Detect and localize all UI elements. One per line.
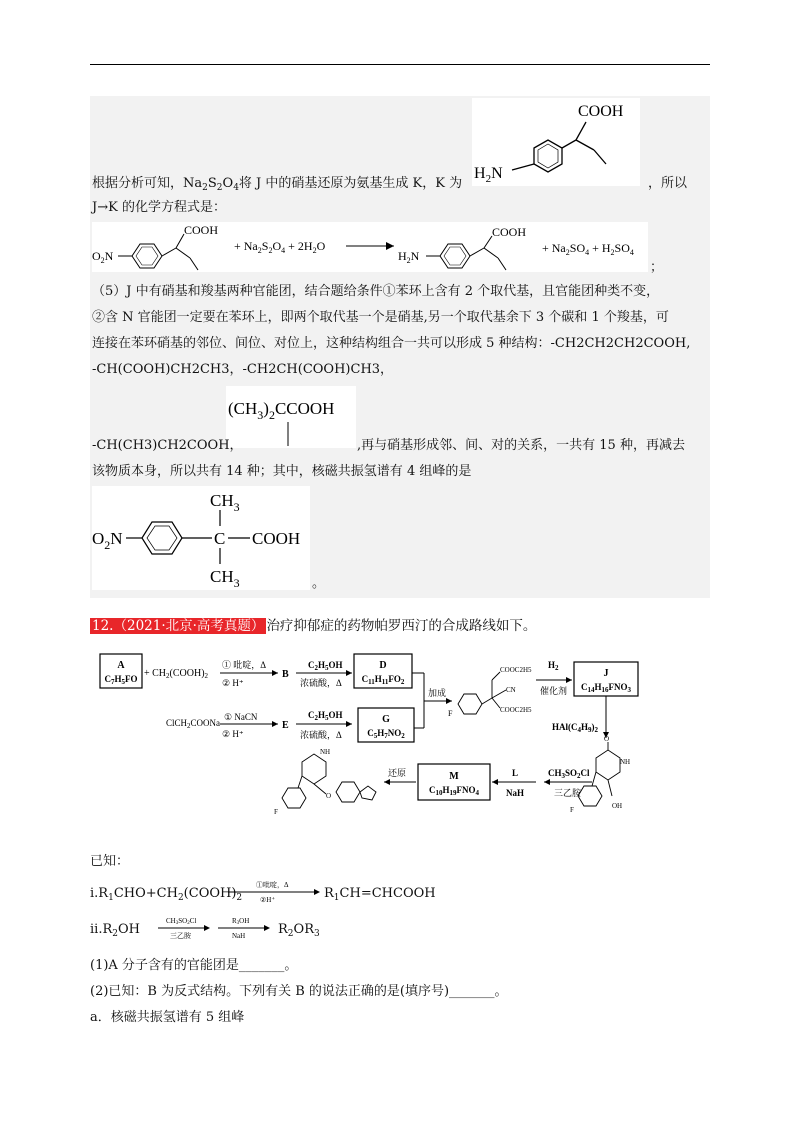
eq-o2n-label: $O_2N$ — [92, 249, 114, 265]
final-o2n-label: $O_2N$ — [92, 529, 123, 552]
mol-parox-o: O — [326, 792, 332, 800]
label-e: E — [282, 720, 289, 731]
eq-products: + $Na_2SO_4 + H_2SO_4$ — [542, 241, 634, 257]
answer-part5-line-6: 该物质本身，所以共有 14 种；其中，核磁共振氢谱有 4 组峰的是 — [92, 464, 472, 479]
header-rule — [90, 64, 710, 65]
cond-catalyst: 催化剂 — [540, 686, 568, 696]
box-m-formula: $C_{10}H_{19}FNO_4$ — [428, 785, 480, 797]
reagent-malonic: + $CH_2(COOH)_2$ — [144, 668, 209, 680]
answer-part5-line-3: 连接在苯环硝基的邻位、间位、对位上，这种结构组合一共可以形成 5 种结构：-CH2CH2CH2COOH, — [92, 336, 691, 351]
cond-reduce: 还原 — [388, 768, 407, 778]
known-ii-cond2-top: R3OH — [232, 917, 250, 926]
answer-part5-line-4: -CH(COOH)CH2CH3，-CH2CH(COOH)CH3， — [92, 362, 394, 377]
dimethyl-acid-label: $(CH_3)_2CCOOH$ — [228, 399, 335, 422]
mol1-cooet-bot: COOC2H5 — [500, 706, 532, 714]
cond-ms-bot: 三乙胺 — [554, 788, 582, 798]
final-cooh-label: COOH — [252, 529, 301, 548]
answer-part5-line-5a: -CH(CH3)CH2COOH， — [92, 438, 243, 453]
mol-parox-nh: NH — [320, 748, 331, 756]
equation-semicolon: ； — [650, 260, 664, 275]
cond-ms-top: $CH_3SO_2Cl$ — [548, 768, 590, 780]
structure-dimethyl-acid — [226, 386, 356, 448]
equation-j-to-k — [92, 222, 648, 272]
cond4-top: $C_2H_5OH$ — [308, 710, 343, 722]
question-12-header — [90, 616, 536, 636]
cond-nah: NaH — [506, 788, 524, 798]
eq-cooh-right: COOH — [492, 225, 527, 239]
answer-part5-line-5b: ,再与硝基形成邻、间、对的关系，一共有 15 种，再减去 — [357, 438, 685, 453]
known-ii-cond2-bot: NaH — [232, 932, 246, 940]
box-a-label: A — [117, 660, 125, 671]
cond3-bot: ② H⁺ — [222, 729, 244, 739]
mol-lactam-nh: NH — [620, 758, 631, 766]
synthesis-scheme — [96, 646, 696, 822]
mol1-f: F — [448, 709, 453, 718]
mol-lactam-f: F — [570, 806, 574, 814]
start-material-2: ClCH$_2$COONa — [166, 718, 221, 730]
cond4-bot: 浓硫酸，Δ — [300, 730, 342, 740]
known-i-cond-bot: ②H⁺ — [260, 896, 276, 904]
box-d-label: D — [379, 660, 387, 671]
mol-lactam-oh: OH — [612, 802, 623, 810]
label-b: B — [282, 669, 289, 680]
cond-h2: $H_2$ — [548, 660, 559, 672]
box-m-label: M — [449, 771, 459, 782]
cond3-top: ① NaCN — [224, 712, 258, 722]
known-ii-right: $R_2OR_3$ — [278, 922, 320, 939]
box-j-formula: $C_{14}H_{16}FNO_3$ — [580, 682, 632, 694]
cond-hal: $HAl(C_4H_9)_2$ — [552, 722, 599, 734]
known-ii-left: $ii.R_2OH$ — [90, 922, 140, 939]
sub-question-2-option-a: a．核磁共振氢谱有 5 组峰 — [90, 1010, 245, 1025]
known-i-cond-top: ①吡啶，Δ — [256, 881, 289, 889]
box-j-label: J — [603, 668, 609, 679]
sub-question-2: (2)已知：B 为反式结构。下列有关 B 的说法正确的是(填序号)_______。 — [90, 984, 508, 999]
answer-part5-line-2: ②含 N 官能团一定要在苯环上，即两个取代基一个是硝基,另一个取代基余下 3 个碳和 1 个羧基，可 — [92, 310, 669, 325]
structure-k — [472, 98, 640, 186]
eq-cooh-left: COOH — [184, 223, 219, 237]
cond-addition: 加成 — [428, 688, 447, 698]
mol1-cooet-top: COOC2H5 — [500, 666, 532, 674]
final-ch3-bottom: $CH_3$ — [210, 567, 240, 590]
mol-parox-f: F — [274, 808, 278, 816]
cond-l: L — [512, 768, 519, 778]
known-heading: 已知： — [90, 854, 130, 869]
known-i-right: $R_1CH=CHCOOH$ — [324, 886, 436, 903]
question-number-tag: 12.（2021·北京·高考真题） — [92, 618, 265, 634]
eq-h2n-label: $H_2N$ — [398, 249, 420, 265]
question-stem: 治疗抑郁症的药物帕罗西汀的合成路线如下。 — [266, 618, 537, 634]
final-ch3-top: $CH_3$ — [210, 491, 240, 514]
cond2-top: $C_2H_5OH$ — [308, 660, 343, 672]
cond1-bot: ② H⁺ — [222, 678, 244, 688]
box-g-formula: $C_5H_7NO_2$ — [367, 728, 405, 740]
known-ii-cond1-bot: 三乙胺 — [170, 932, 191, 940]
answer-end-mark: 。 — [312, 576, 326, 591]
known-ii-arrows — [156, 914, 276, 942]
mol-lactam-o: O — [604, 735, 610, 743]
answer-line-1-tail: ，所以 — [648, 176, 688, 191]
answer-line-2: J→K 的化学方程式是： — [92, 200, 226, 215]
box-d-formula: $C_{11}H_{11}FO_2$ — [361, 674, 405, 686]
cond2-bot: 浓硫酸，Δ — [300, 678, 342, 688]
eq-reagents: + $Na_2S_2O_4 + 2H_2O$ — [234, 239, 326, 255]
k-cooh-label: COOH — [578, 103, 624, 120]
known-ii-cond1-top: CH3SO2Cl — [166, 917, 197, 926]
known-i-arrow — [226, 878, 322, 906]
structure-final-answer — [92, 486, 310, 590]
final-c-label: C — [214, 529, 226, 548]
cond1-top: ① 吡啶，Δ — [222, 660, 267, 670]
box-g-label: G — [382, 714, 390, 725]
mol1-cn: CN — [506, 686, 516, 694]
known-i-left: $i.R_1CHO+CH_2(COOH)_2$ — [90, 886, 243, 903]
answer-part5-line-1: （5）J 中有硝基和羧基两种官能团，结合题给条件①苯环上含有 2 个取代基，且官能团种类不变， — [92, 284, 660, 299]
answer-line-1: 根据分析可知，$Na_2S_2O_4$将 J 中的硝基还原为氨基生成 K，K 为 — [92, 176, 463, 193]
sub-question-1: (1)A 分子含有的官能团是_______。 — [90, 958, 298, 973]
k-h2n-label: $H_2N$ — [474, 165, 503, 185]
box-a-formula: $C_7H_5FO$ — [104, 674, 138, 686]
